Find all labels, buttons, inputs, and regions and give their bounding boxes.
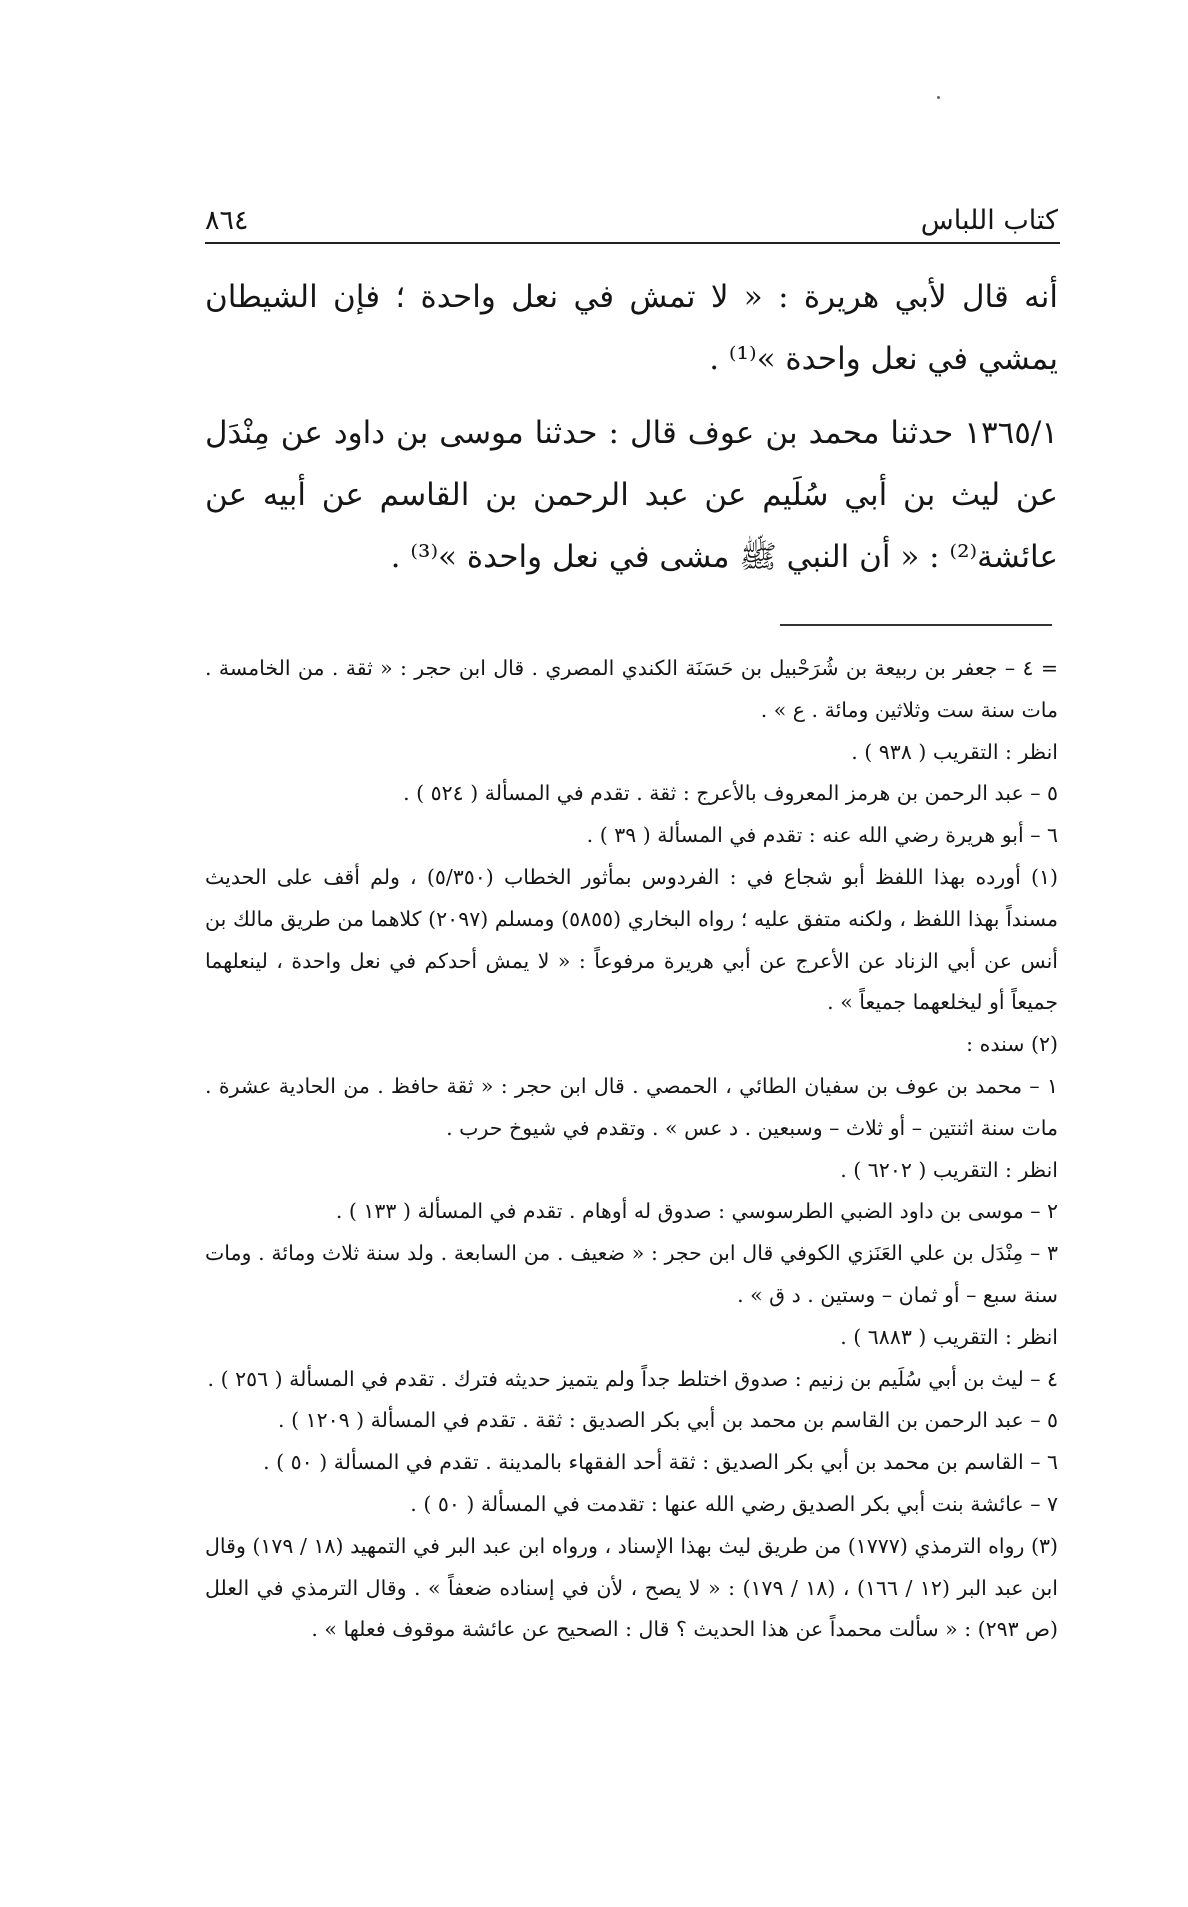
footnote-line: ٥ – عبد الرحمن بن القاسم بن محمد بن أبي بكر الصديق : ثقة . تقدم في المسألة ( ١٢٠٩ ) . [278,1408,1058,1433]
hadith-text: حدثنا محمد بن عوف قال : حدثنا موسى بن داود عن مِنْدَل عن ليث بن أبي سُلَيم عن عبد الرحمن بن القاسم عن أبيه عن عائشة⁽²⁾ : « أن النبي ﷺ مشى في نعل واحدة »⁽³⁾ . [205,415,1058,575]
footnote-line: ٤ – ليث بن أبي سُلَيم بن زنيم : صدوق اختلط جداً ولم يتميز حديثه فترك . تقدم في المسألة ( ٢٥٦ ) . [207,1366,1058,1391]
footnote-line: ٣ – مِنْدَل بن علي العَنَزي الكوفي قال ابن حجر : « ضعيف . من السابعة . ولد سنة ثلاث ومائة . ومات سنة سبع – أو ثمان – وستين . د ق » . [205,1241,1058,1307]
header-rule [205,242,1060,244]
footnote-3: (٣) رواه الترمذي (١٧٧٧) من طريق ليث بهذا الإسناد ، ورواه ابن عبد البر في التمهيد (١٨ / ١٧٩) وقال ابن عبد البر (١٢ / ١٦٦) ، (١٨ / ١٧٩) : « لا يصح ، لأن في إسناده ضعفاً » . وقال الترمذي في العلل (ص ٢٩٣) : « سألت محمداً عن هذا الحديث ؟ قال : الصحيح عن عائشة موقوف فعلها » . [205,1533,1058,1642]
hadith-number: ١٣٦٥/١ [964,415,1058,451]
running-header [205,196,1058,236]
footnote-line: ٢ – موسى بن داود الضبي الطرسوسي : صدوق له أوهام . تقدم في المسألة ( ١٣٣ ) . [335,1199,1058,1224]
footnote-line: انظر : التقريب ( ٦٨٨٣ ) . [840,1324,1058,1349]
footnote-separator [780,624,1052,626]
hadith-paragraph [205,402,1058,588]
footnote-line: ٥ – عبد الرحمن بن هرمز المعروف بالأعرج : ثقة . تقدم في المسألة ( ٥٢٤ ) . [403,781,1058,806]
main-text [205,266,1058,588]
footnote-line: انظر : التقريب ( ٩٣٨ ) . [851,739,1058,764]
chapter-title: كتاب اللباس [920,205,1058,236]
footnote-line: = ٤ – جعفر بن ربيعة بن شُرَحْبيل بن حَسَنَة الكندي المصري . قال ابن حجر : « ثقة . من الخامسة . مات سنة ست وثلاثين ومائة . ع » . [205,656,1059,722]
footnote-line: ١ – محمد بن عوف بن سفيان الطائي ، الحمصي . قال ابن حجر : « ثقة حافظ . من الحادية عشرة . مات سنة اثنتين – أو ثلاث – وسبعين . د عس » . وتقدم في شيوخ حرب . [205,1073,1058,1140]
hadith-continuation: أنه قال لأبي هريرة : « لا تمش في نعل واحدة ؛ فإن الشيطان يمشي في نعل واحدة »⁽¹⁾ . [205,279,1058,377]
footnote-line: ٦ – أبو هريرة رضي الله عنه : تقدم في المسألة ( ٣٩ ) . [586,823,1058,848]
footnote-line: ٧ – عائشة بنت أبي بكر الصديق رضي الله عنها : تقدمت في المسألة ( ٥٠ ) . [410,1491,1058,1516]
footnote-1: (١) أورده بهذا اللفظ أبو شجاع في : الفردوس بمأثور الخطاب (٥/٣٥٠) ، ولم أقف على الحديث مسنداً بهذا اللفظ ، ولكنه متفق عليه ؛ رواه البخاري (٥٨٥٥) ومسلم (٢٠٩٧) كلاهما من طريق مالك بن أنس عن أبي الزناد عن الأعرج عن أبي هريرة مرفوعاً : « لا يمش أحدكم في نعل واحدة ، لينعلهما جميعاً أو ليخلعهما جميعاً » . [205,864,1059,1015]
scan-speck [937,96,940,99]
footnote-line: ٦ – القاسم بن محمد بن أبي بكر الصديق : ثقة أحد الفقهاء بالمدينة . تقدم في المسألة ( ٥٠ ) . [263,1450,1058,1475]
footnotes [205,648,1058,1651]
page-number: ٨٦٤ [205,205,249,236]
footnote-line: انظر : التقريب ( ٦٢٠٢ ) . [840,1157,1058,1182]
footnote-2-heading: (٢) سنده : [966,1032,1058,1057]
